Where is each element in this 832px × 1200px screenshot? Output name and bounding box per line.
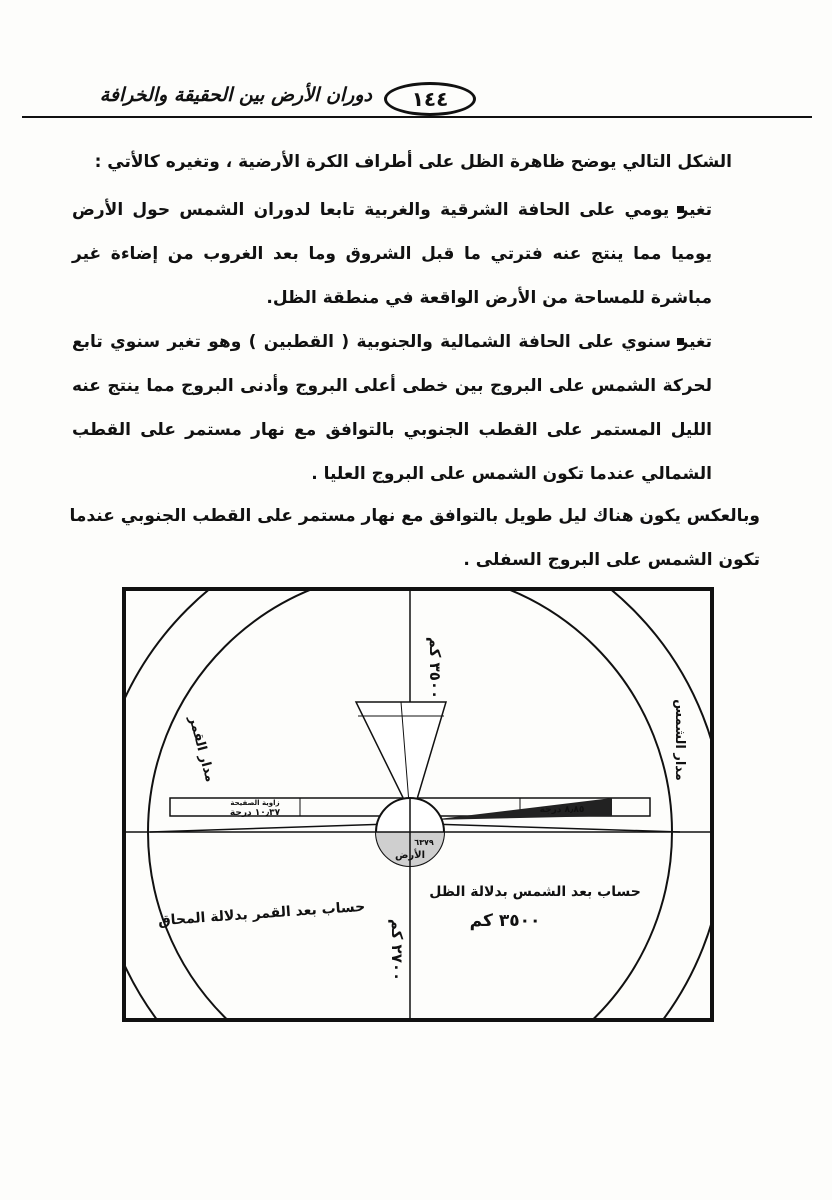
bullet-yearly-change: تغير سنوي على الحافة الشمالية والجنوبية ( القطبين ) وهو تغير سنوي تابع لحركة الشمس على البروج بين خطى أعلى البروج وأدنى البروج مما ينتج عنه الليل المستمر على القطب الجنوبي بالتوافق مع نهار مستمر على القطب الشمالي عندما تكون الشمس على البروج العليا . xyxy=(72,332,712,484)
right-degree-label: ٨٫٨٥ درجة xyxy=(539,805,585,815)
bottom-distance-label: ٢٧٠٠ كم xyxy=(388,918,406,982)
sun-distance-calc-value: ٣٥٠٠ كم xyxy=(469,911,541,931)
earth-radius-label: ٦٣٧٩ xyxy=(414,838,434,847)
page-number: ١٤٤ xyxy=(384,82,476,116)
earth-label: الأرض xyxy=(394,850,426,861)
sun-distance-calc-label: حساب بعد الشمس بدلالة الظل xyxy=(429,884,641,900)
moon-orbit-label: مدار القمر xyxy=(185,714,218,784)
moon-distance-calc-label: حساب بعد القمر بدلالة المحاق xyxy=(157,898,366,930)
sun-orbit-label: مدار الشمس xyxy=(672,699,687,781)
top-distance-label: ٣٥٠٠ كم xyxy=(426,636,444,700)
closing-paragraph: وبالعكس يكون هناك ليل طويل بالتوافق مع نهار مستمر على القطب الجنوبي عندما تكون الشمس على البروج السفلى . xyxy=(69,506,760,570)
left-degree-label: ١٠٫٣٧ درجة xyxy=(229,808,281,818)
intro-paragraph: الشكل التالي يوضح ظاهرة الظل على أطراف الكرة الأرضية ، وتغيره كالأتي : xyxy=(94,152,732,172)
left-angle-caption: زاوية الصفيحة xyxy=(230,799,280,807)
bullet-daily-change: تغير يومي على الحافة الشرقية والغربية تابعا لدوران الشمس حول الأرض يوميا مما ينتج عنه فترتي ما قبل الشروق وما بعد الغروب من إضاءة غير مباشرة للمساحة من الأرض الواقعة في منطقة الظل. xyxy=(72,200,712,308)
book-title: دوران الأرض بين الحقيقة والخرافة xyxy=(99,84,372,106)
